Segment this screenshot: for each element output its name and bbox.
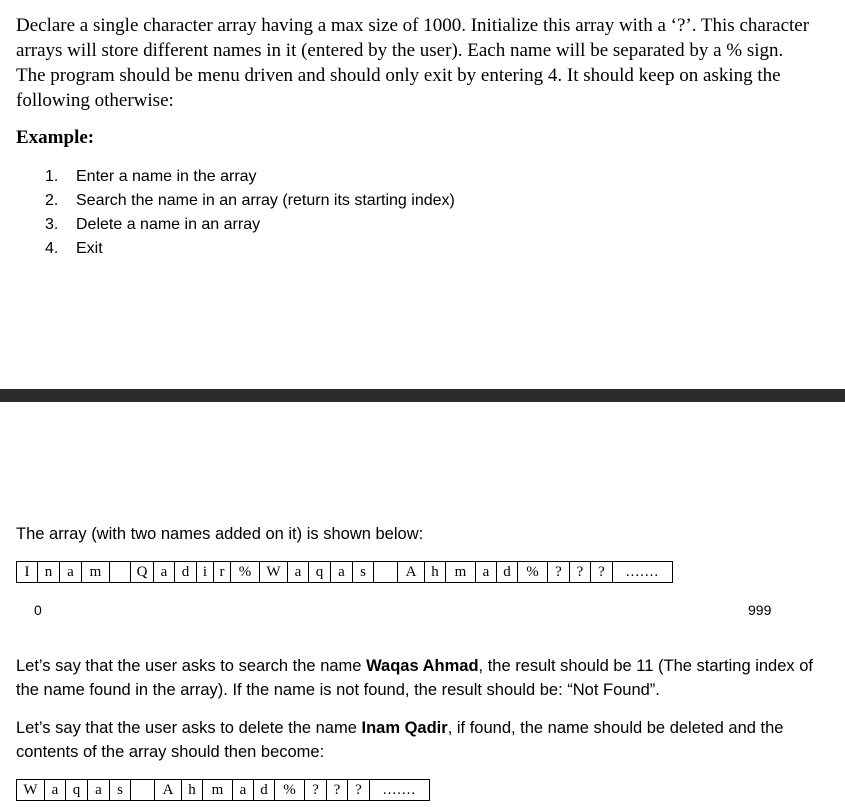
- array-cell: ?: [591, 562, 613, 582]
- menu-item: [45, 165, 455, 189]
- delete-name: Inam Qadir: [361, 719, 448, 737]
- array-cell: A: [155, 780, 182, 800]
- array-cell: ?: [548, 562, 570, 582]
- array-cell: %: [231, 562, 260, 582]
- array-cell: a: [60, 562, 82, 582]
- array-cell: q: [66, 780, 88, 800]
- array-cell: n: [38, 562, 60, 582]
- array-cell: a: [88, 780, 110, 800]
- array-cell: m: [82, 562, 110, 582]
- array-cell-ellipsis: .......: [625, 564, 660, 580]
- menu-item-number: 4.: [45, 240, 59, 257]
- delete-text-after: , if found, the name should be deleted and the contents of the array should then become:: [16, 719, 784, 761]
- menu-item-number: 1.: [45, 168, 59, 185]
- array-cell: ?: [570, 562, 591, 582]
- array-cell: I: [17, 562, 38, 582]
- array-cell: ?: [348, 780, 370, 800]
- array-cell: r: [214, 562, 231, 582]
- search-text-before: Let’s say that the user asks to search the name: [16, 657, 367, 675]
- example-heading: Example:: [16, 127, 95, 148]
- index-end-label: 999: [748, 602, 772, 618]
- array-cell: s: [353, 562, 374, 582]
- array-cell: a: [476, 562, 497, 582]
- menu-item-number: 2.: [45, 192, 59, 209]
- menu-item-label: Delete a name in an array: [76, 216, 261, 233]
- array-cell: a: [154, 562, 175, 582]
- array-cell: a: [45, 780, 66, 800]
- array-cell: h: [425, 562, 446, 582]
- index-start-label: 0: [34, 602, 42, 618]
- section-divider: [0, 389, 845, 402]
- array-caption: The array (with two names added on it) is shown below:: [16, 525, 424, 543]
- array-cell: %: [518, 562, 548, 582]
- array-cell: d: [254, 780, 275, 800]
- menu-item-label: Search the name in an array (return its starting index): [76, 192, 455, 209]
- menu-list: [45, 165, 455, 261]
- array-cell-ellipsis: .......: [382, 782, 417, 798]
- array-cell: m: [446, 562, 476, 582]
- menu-item: [45, 237, 455, 261]
- array-cell: [131, 780, 155, 800]
- problem-statement: Declare a single character array having a max size of 1000. Initialize this array with a ‘?’. This character arrays will store different names in it (entered by the user). Each name will be separated by a % sign. The program should be menu driven and should only exit by entering 4. It should keep on asking the following otherwise:: [16, 15, 810, 111]
- menu-item: [45, 213, 455, 237]
- array-cell: d: [175, 562, 197, 582]
- array-cell: h: [182, 780, 203, 800]
- array-cell: W: [260, 562, 288, 582]
- array-cell: %: [275, 780, 305, 800]
- array-cell: a: [288, 562, 309, 582]
- array-cell: q: [309, 562, 331, 582]
- array-cell: A: [398, 562, 425, 582]
- array-cell: a: [233, 780, 254, 800]
- array-cell: W: [17, 780, 45, 800]
- array-cell: a: [331, 562, 353, 582]
- delete-text-before: Let’s say that the user asks to delete the name: [16, 719, 362, 737]
- array-cell: Q: [131, 562, 154, 582]
- array-initial: [16, 561, 673, 583]
- array-cell: i: [197, 562, 214, 582]
- array-cell: ?: [327, 780, 348, 800]
- delete-example: [16, 716, 816, 764]
- search-name: Waqas Ahmad: [366, 657, 479, 675]
- array-cell: [374, 562, 398, 582]
- array-cell: s: [110, 780, 131, 800]
- array-cell: ?: [305, 780, 327, 800]
- search-example: [16, 654, 816, 702]
- menu-item-label: Exit: [76, 240, 103, 257]
- menu-item-number: 3.: [45, 216, 59, 233]
- menu-item: [45, 189, 455, 213]
- array-after-delete: [16, 779, 430, 801]
- menu-item-label: Enter a name in the array: [76, 168, 257, 185]
- array-cell: m: [203, 780, 233, 800]
- array-cell: [110, 562, 131, 582]
- array-cell: d: [497, 562, 518, 582]
- search-text-after: , the result should be 11 (The starting index of the name found in the array). If the name is not found, the result should be: “Not Found”.: [16, 657, 814, 699]
